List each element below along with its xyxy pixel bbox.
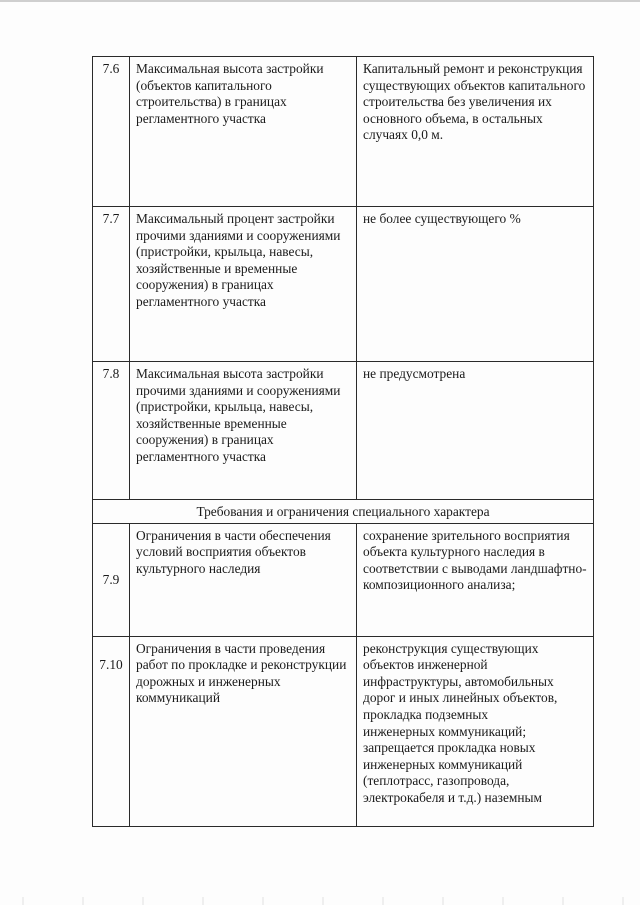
parameter-name: Максимальная высота застройки (объектов капитального строительства) в границах регламентного участка	[130, 57, 357, 207]
table-row	[93, 523, 594, 636]
parameter-value: Капитальный ремонт и реконструкция существующих объектов капитального строительства без увеличения их основного объема, в остальных случаях 0,0 м.	[357, 57, 594, 207]
table-row	[93, 57, 594, 207]
parameter-value: не более существующего %	[357, 207, 594, 362]
scan-edge-line	[0, 0, 640, 2]
regulation-table	[92, 56, 594, 827]
scan-artifacts	[0, 897, 640, 905]
table-row	[93, 636, 594, 826]
row-number: 7.9	[93, 523, 130, 636]
value-line: запрещается прокладка новых инженерных коммуникаций (теплотрасс, газопровода, электрокабеля и т.д.) наземным	[363, 740, 543, 805]
section-title: Требования и ограничения специального характера	[93, 500, 594, 524]
parameter-name: Максимальная высота застройки прочими зданиями и сооружениями (пристройки, крыльца, навесы, хозяйственные временные сооружения) в границах регламентного участка	[130, 362, 357, 500]
parameter-value: не предусмотрена	[357, 362, 594, 500]
table-row	[93, 207, 594, 362]
parameter-name: Ограничения в части обеспечения условий восприятия объектов культурного наследия	[130, 523, 357, 636]
row-number: 7.7	[93, 207, 130, 362]
row-number: 7.10	[93, 636, 130, 826]
parameter-value: сохранение зрительного восприятия объекта культурного наследия в соответствии с выводами ландшафтно-композиционного анализа;	[357, 523, 594, 636]
parameter-name: Ограничения в части проведения работ по прокладке и реконструкции дорожных и инженерных коммуникаций	[130, 636, 357, 826]
row-number: 7.8	[93, 362, 130, 500]
section-header-row	[93, 500, 594, 524]
value-line: инженерных коммуникаций;	[363, 723, 527, 739]
parameter-value	[357, 636, 594, 826]
row-number: 7.6	[93, 57, 130, 207]
parameter-name: Максимальный процент застройки прочими зданиями и сооружениями (пристройки, крыльца, навесы, хозяйственные и временные сооружения) в границах регламентного участка	[130, 207, 357, 362]
value-line: реконструкция существующих объектов инженерной инфраструктуры, автомобильных дорог и иных линейных объектов, прокладка подземных	[363, 640, 558, 722]
table-row	[93, 362, 594, 500]
